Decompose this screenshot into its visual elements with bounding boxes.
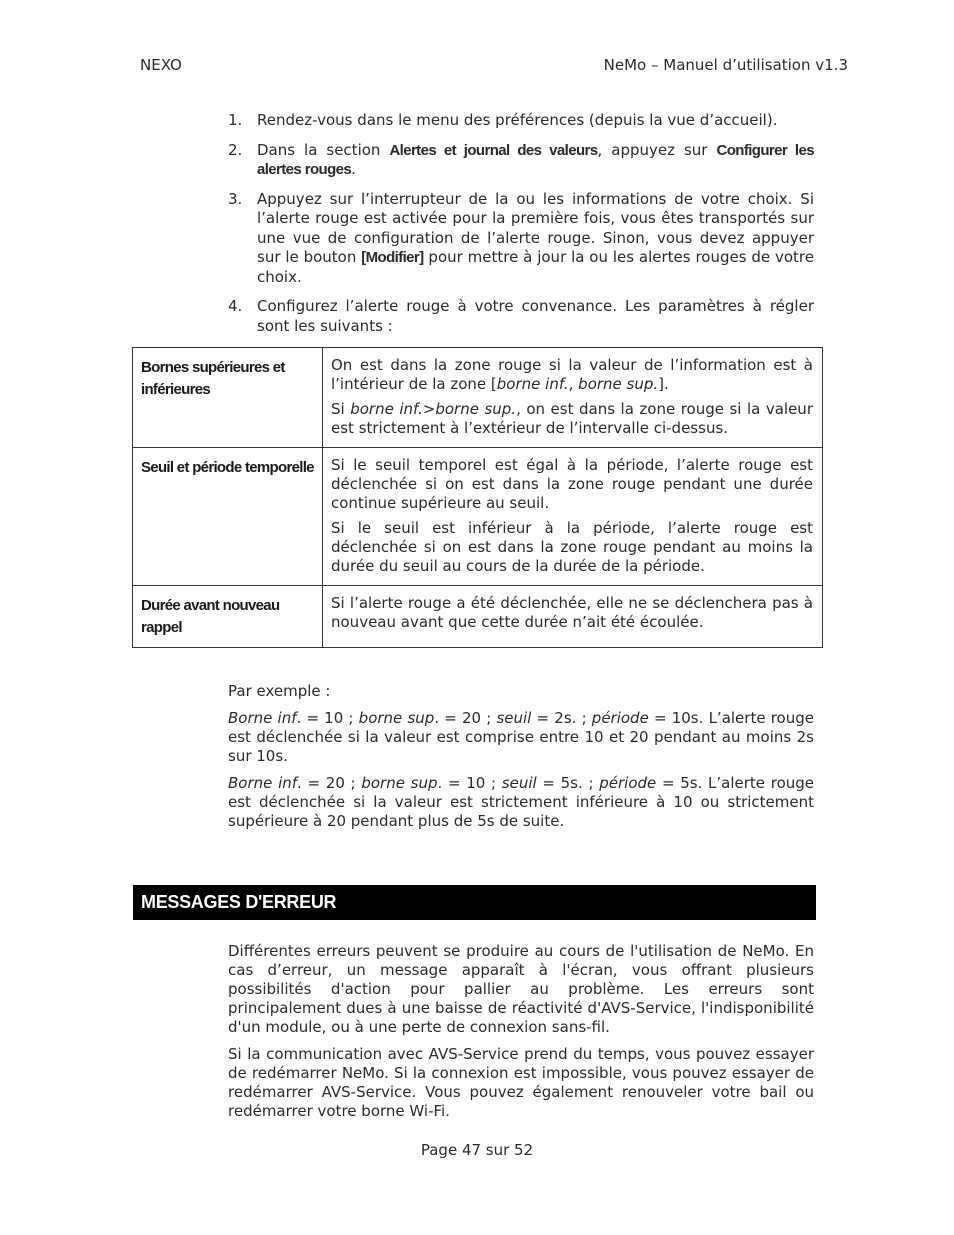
param-description [323,586,823,648]
step-text-mid: , appuyez sur [597,140,717,159]
description-paragraph: Si le seuil est inférieur à la période, l’alerte rouge est déclenchée si on est dans la zone rouge pendant au moins la durée du seuil au cours de la durée de la période. [331,519,813,575]
step-2 [228,141,814,180]
body-paragraph: Si la communication avec AVS-Service prend du temps, vous pouvez essayer de redémarrer NeMo. Si la connexion est impossible, vous pouvez essayer de redémarrer AVS-Service. Vous pouvez également renouveler votre bail ou redémarrer votre borne Wi-Fi. [228,1045,814,1120]
example-block [228,682,814,839]
header-company: NEXO [140,56,182,74]
page-header [140,56,848,76]
table-row [133,448,823,586]
step-number: 4. [228,297,243,315]
example-intro: Par exemple : [228,682,331,700]
body-paragraph: Différentes erreurs peuvent se produire au cours de l'utilisation de NeMo. En cas d’erreur, un message apparaît à l'écran, vous offrant plusieurs possibilités d'action pour pallier au problème. Les erreurs sont principalement dues à une baisse de réactivité d'AVS-Service, l'indisponibilité d'un module, ou à une perte de connexion sans-fil. [228,942,814,1036]
step-text: Configurez l’alerte rouge à votre convenance. Les paramètres à régler sont les suivants : [257,297,814,335]
step-4 [228,297,814,336]
step-text-pre: Appuyez sur l’interrupteur de la ou les informations de votre choix. Si l’alerte rouge est activée pour la première fois, vous êtes transportés sur une vue de configuration de l’alerte rouge. Sinon, vous devez appuyer sur le bouton [257,189,814,266]
menu-item-name: Configurer les alertes rouges [257,141,814,178]
header-doc-title: NeMo – Manuel d’utilisation v1.3 [603,56,848,74]
description-paragraph: On est dans la zone rouge si la valeur de l’information est à l’intérieur de la zone [borne inf., borne sup.]. [331,356,813,393]
step-text-post: pour mettre à jour la ou les alertes rouges de votre choix. [257,248,814,286]
section-heading: MESSAGES D'ERREUR [133,885,816,920]
errors-body [228,942,814,1129]
step-1 [228,111,814,131]
table-row [133,348,823,448]
example-paragraph: Borne inf. = 20 ; borne sup. = 10 ; seuil = 5s. ; période = 5s. L’alerte rouge est déclenchée si la valeur est strictement inférieure à 10 ou strictement supérieure à 20 pendant plus de 5s de suite. [228,774,815,830]
param-label: Seuil et période temporelle [133,448,323,586]
step-number: 1. [228,111,243,129]
description-paragraph: Si l’alerte rouge a été déclenchée, elle ne se déclenchera pas à nouveau avant que cette durée n’ait été écoulée. [331,594,813,631]
step-number: 3. [228,189,243,208]
example-paragraph: Borne inf. = 10 ; borne sup. = 20 ; seuil = 2s. ; période = 10s. L’alerte rouge est déclenchée si la valeur est comprise entre 10 et 20 pendant au moins 2s sur 10s. [228,709,814,765]
table-row [133,586,823,648]
page-number: Page 47 sur 52 [420,1141,534,1159]
button-name: [Modifier] [361,249,424,266]
step-3 [228,190,814,288]
param-label: Bornes supérieures et inférieures [133,348,323,448]
step-text: Rendez-vous dans le menu des préférences (depuis la vue d’accueil). [257,111,778,129]
description-paragraph: Si le seuil temporel est égal à la période, l’alerte rouge est déclenchée si on est dans la zone rouge pendant une durée continue supérieure au seuil. [331,456,813,512]
step-text-post: . [351,160,356,178]
parameters-table [132,347,823,648]
param-description [323,348,823,448]
param-label: Durée avant nouveau rappel [133,586,323,648]
step-text-pre: Dans la section [257,140,390,159]
section-name: Alertes et journal des valeurs [389,141,598,159]
step-number: 2. [228,140,243,159]
param-description [323,448,823,586]
description-paragraph: Si borne inf.>borne sup., on est dans la zone rouge si la valeur est strictement à l’extérieur de l’intervalle ci-dessus. [331,400,813,437]
steps-list [228,111,814,346]
